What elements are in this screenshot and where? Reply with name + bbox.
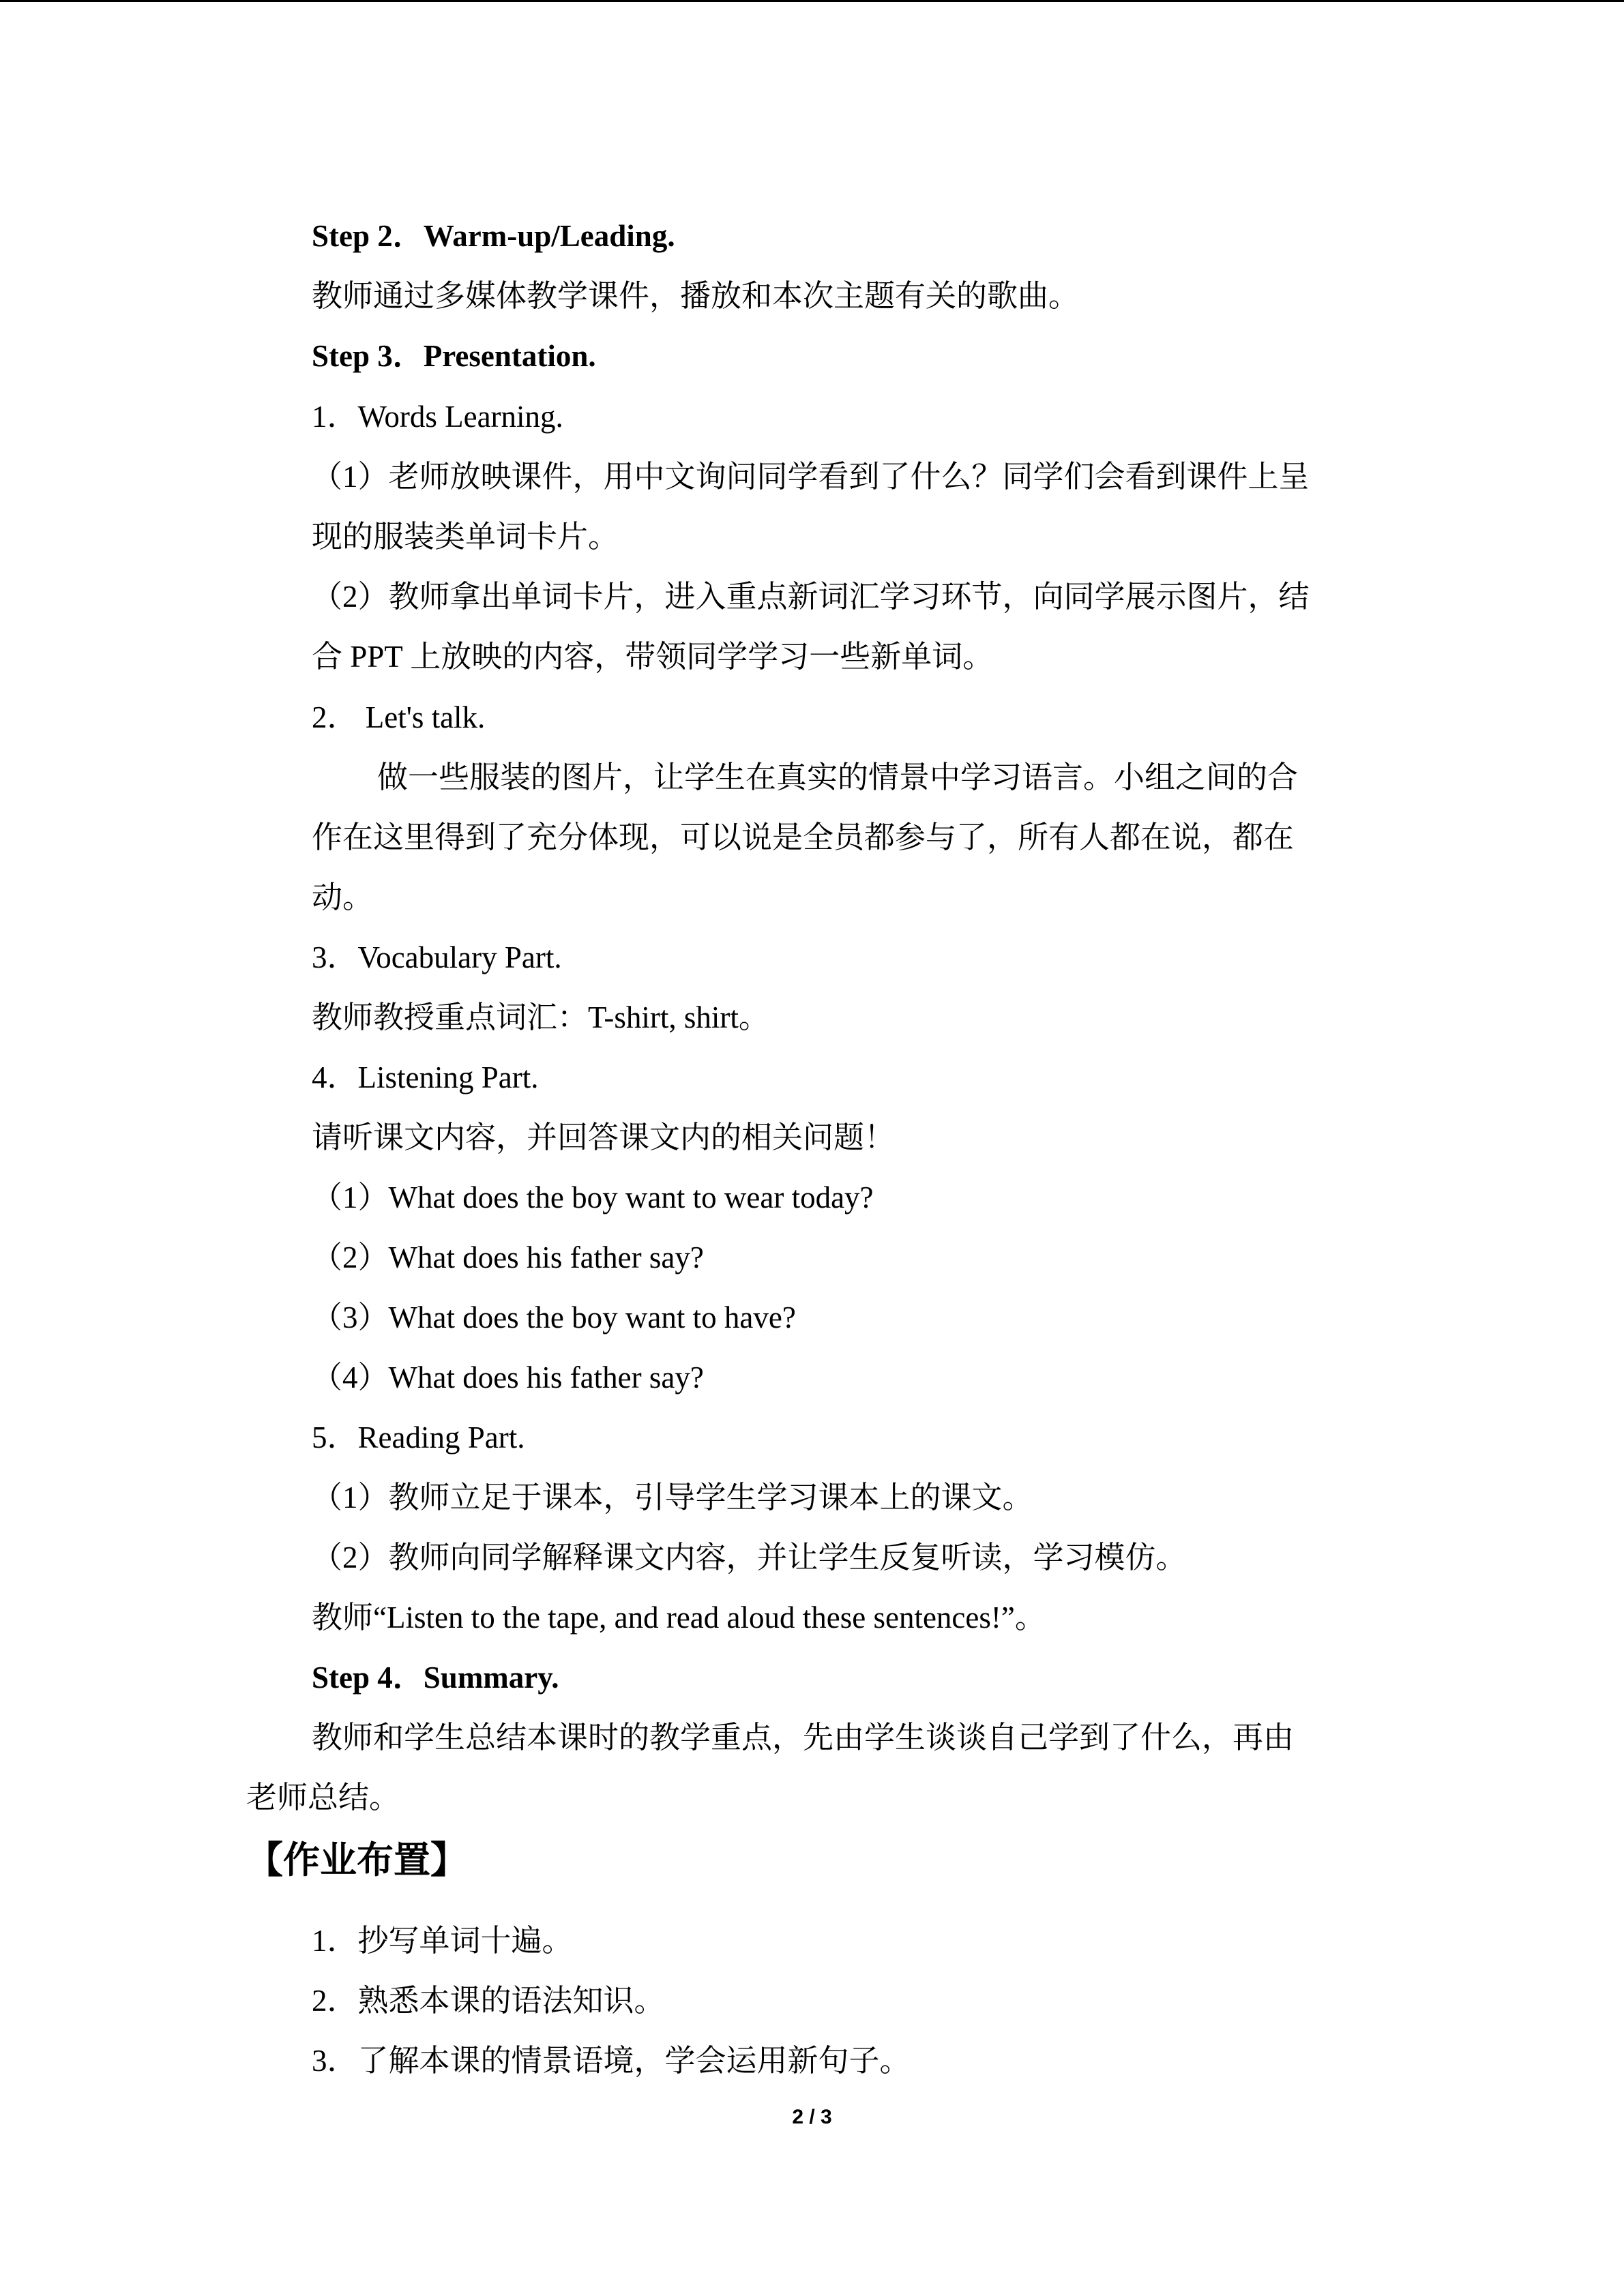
reading-part-heading: 5．Reading Part. <box>312 1420 525 1455</box>
homework-item: 1．抄写单词十遍。 <box>312 1924 573 1958</box>
homework-item: 3．了解本课的情景语境，学会运用新句子。 <box>312 2044 911 2078</box>
listening-text: 请听课文内容，并回答课文内的相关问题！ <box>312 1120 896 1154</box>
listening-question: （3）What does the boy want to have? <box>312 1300 796 1335</box>
summary-line-1: 教师和学生总结本课时的教学重点，先由学生谈谈自己学到了什么，再由 <box>312 1720 1295 1755</box>
talk-paragraph-line-3: 动。 <box>312 880 374 914</box>
homework-heading: 【作业布置】 <box>246 1838 467 1881</box>
listening-question: （1）What does the boy want to wear today? <box>312 1180 874 1214</box>
vocabulary-text: 教师教授重点词汇：T-shirt, shirt。 <box>312 1000 769 1034</box>
words-learning-heading: 1．Words Learning. <box>312 400 563 434</box>
reading-item-2: （2）教师向同学解释课文内容，并让学生反复听读，学习模仿。 <box>312 1540 1187 1575</box>
words-paragraph-1-line-2: 现的服装类单词卡片。 <box>312 520 619 554</box>
listening-question: （2）What does his father say? <box>312 1240 704 1274</box>
homework-item: 2．熟悉本课的语法知识。 <box>312 1984 665 2018</box>
reading-item-3: 教师“Listen to the tape, and read aloud these sentences!”。 <box>312 1600 1046 1635</box>
reading-item-1: （1）教师立足于课本，引导学生学习课本上的课文。 <box>312 1480 1033 1515</box>
page-number: 2 / 3 <box>792 2106 832 2128</box>
lets-talk-heading: 2． Let's talk. <box>312 700 486 734</box>
summary-line-2: 老师总结。 <box>246 1780 400 1815</box>
words-paragraph-2-line-2: 合 PPT 上放映的内容，带领同学学习一些新单词。 <box>312 640 994 674</box>
step2-text: 教师通过多媒体教学课件，播放和本次主题有关的歌曲。 <box>312 279 1080 313</box>
talk-paragraph-line-1: 做一些服装的图片，让学生在真实的情景中学习语言。小组之间的合 <box>377 760 1299 794</box>
words-paragraph-1-line-1: （1）老师放映课件，用中文询问同学看到了什么？同学们会看到课件上呈 <box>312 460 1310 494</box>
listening-part-heading: 4．Listening Part. <box>312 1060 539 1094</box>
top-border-line <box>0 0 1624 2</box>
step2-heading: Step 2．Warm-up/Leading. <box>312 219 675 253</box>
step4-heading: Step 4．Summary. <box>312 1660 559 1695</box>
words-paragraph-2-line-1: （2）教师拿出单词卡片，进入重点新词汇学习环节，向同学展示图片，结 <box>312 580 1310 614</box>
listening-question: （4）What does his father say? <box>312 1360 704 1395</box>
step3-heading: Step 3．Presentation. <box>312 339 596 373</box>
vocabulary-part-heading: 3．Vocabulary Part. <box>312 940 562 974</box>
talk-paragraph-line-2: 作在这里得到了充分体现，可以说是全员都参与了，所有人都在说，都在 <box>312 820 1295 854</box>
